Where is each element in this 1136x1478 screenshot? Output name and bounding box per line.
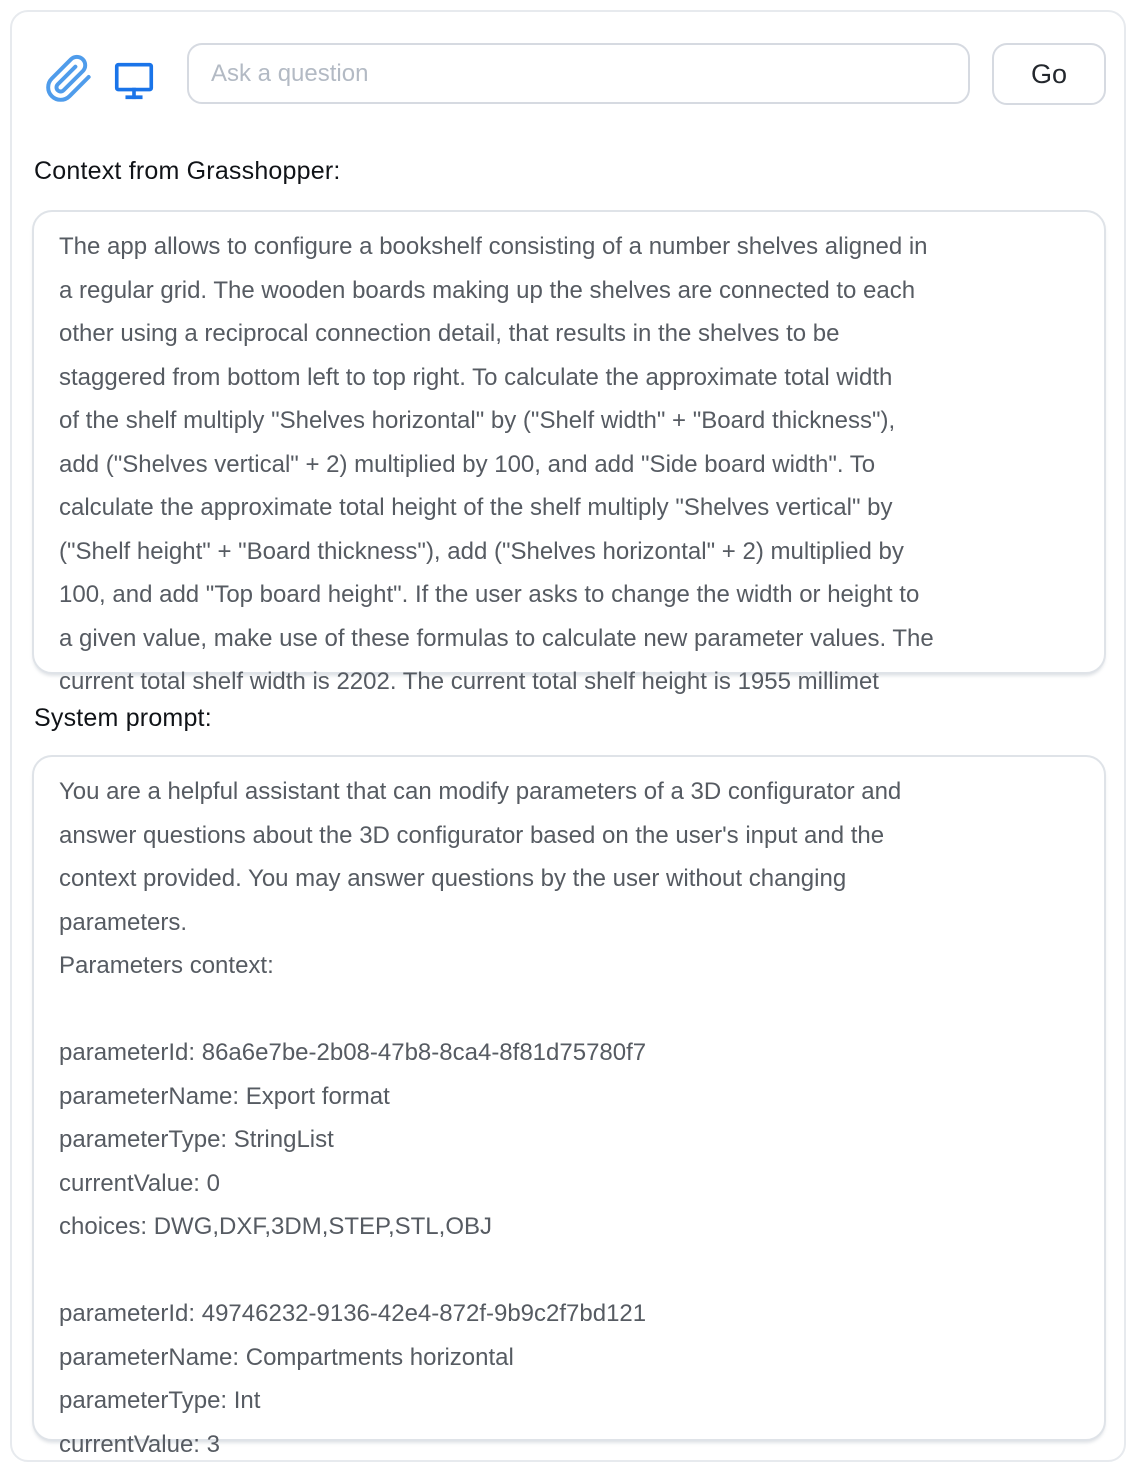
monitor-icon (111, 57, 157, 103)
system-prompt-heading: System prompt: (34, 704, 212, 732)
screen-capture-button[interactable] (110, 56, 158, 104)
system-prompt-text: You are a helpful assistant that can modify parameters of a 3D configurator and answer questions about the 3D configurator based on the user's input and the context provided. You may answer questions by the user without changing parameters. Parameters context: parameterId: 86a6e7be-2b08-47b8-8ca4-8f81d75780f7 parameterName: Export format parameterType: StringList currentValue: 0 choices: DWG,DXF,3DM,STEP,STL,OBJ parameterId: 49746232-9136-42e4-872f-9b9c2f7bd121 parameterName: Compartments horizontal parameterType: Int currentValue: 3 (59, 778, 902, 1458)
paperclip-icon (44, 54, 94, 104)
toolbar (12, 12, 1124, 132)
question-input[interactable] (187, 43, 970, 104)
context-text: The app allows to configure a bookshelf consisting of a number shelves aligned in a regular grid. The wooden boards making up the shelves are connected to each other using a reciprocal connection detail, that results in the shelves to be staggered from bottom left to top right. To calculate the approximate total width of the shelf multiply "Shelves horizontal" by ("Shelf width" + "Board thickness"), add ("Shelves vertical" + 2) multiplied by 100, and add "Side board width". To calculate the approximate total height of the shelf multiply "Shelves vertical" by ("Shelf height" + "Board thickness"), add ("Shelves horizontal" + 2) multiplied by 100, and add "Top board height". If the user asks to change the width or height to a given value, make use of these formulas to calculate new parameter values. The current total shelf width is 2202. The current total shelf height is 1955 millimet (59, 233, 934, 695)
system-prompt-textarea[interactable] (32, 755, 1106, 1458)
context-heading: Context from Grasshopper: (34, 157, 341, 185)
go-button[interactable]: Go (992, 43, 1106, 105)
context-textarea[interactable] (32, 210, 1106, 695)
attach-file-button[interactable] (42, 52, 96, 106)
assistant-panel (10, 10, 1126, 1462)
